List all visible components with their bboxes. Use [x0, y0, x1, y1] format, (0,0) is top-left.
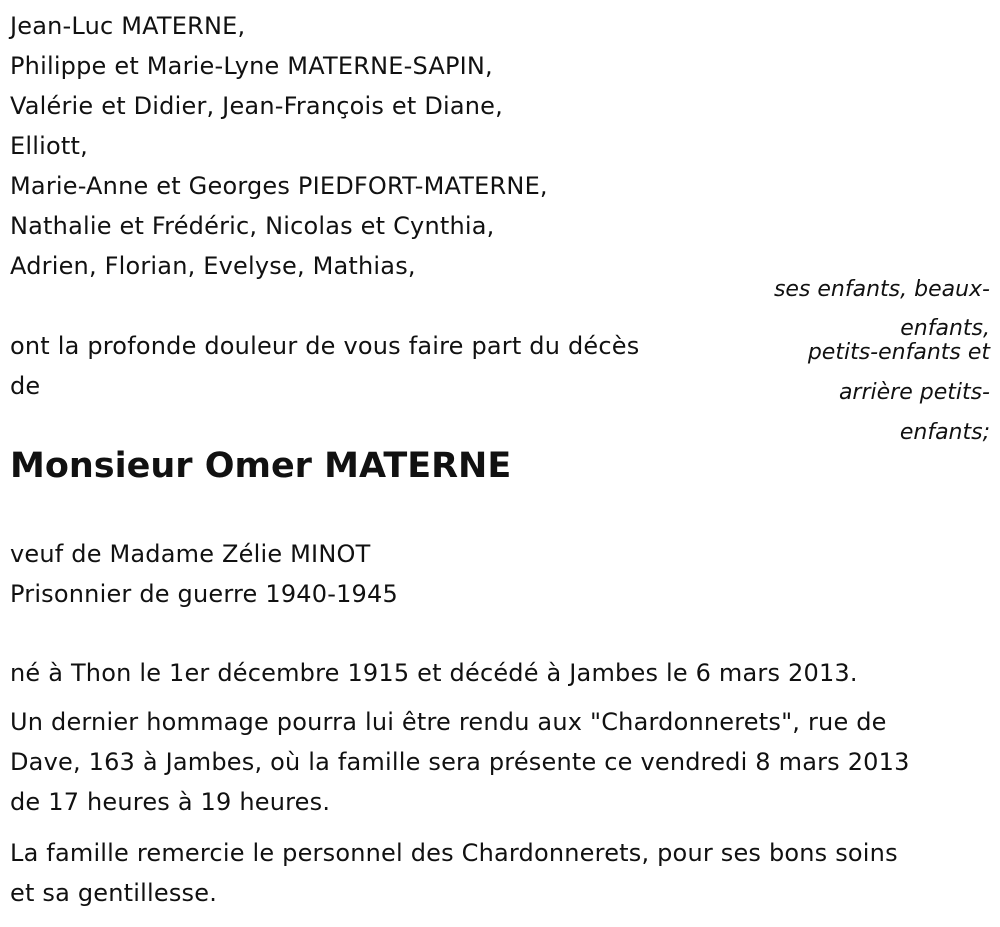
- family-line-2: Philippe et Marie-Lyne MATERNE-SAPIN,: [10, 52, 493, 80]
- detail-widower: veuf de Madame Zélie MINOT: [10, 540, 371, 568]
- family-line-4: Elliott,: [10, 132, 88, 160]
- announcement-line-1: ont la profonde douleur de vous faire part du décès: [10, 332, 640, 360]
- deceased-name: Monsieur Omer MATERNE: [10, 446, 512, 486]
- family-line-1: Jean-Luc MATERNE,: [10, 12, 246, 40]
- tribute-line-3: de 17 heures à 19 heures.: [10, 788, 331, 816]
- announcement-line-2: de: [10, 372, 41, 400]
- relation-line-5: enfants;: [899, 420, 990, 445]
- relation-line-2: enfants,: [900, 316, 990, 341]
- detail-prisoner: Prisonnier de guerre 1940-1945: [10, 580, 398, 608]
- tribute-line-1: Un dernier hommage pourra lui être rendu aux "Chardonnerets", rue de: [10, 708, 887, 736]
- family-line-6: Nathalie et Frédéric, Nicolas et Cynthia,: [10, 212, 495, 240]
- relation-line-4: arrière petits-: [838, 380, 990, 405]
- relation-line-1: ses enfants, beaux-: [773, 277, 990, 302]
- birth-death-dates: né à Thon le 1er décembre 1915 et décédé à Jambes le 6 mars 2013.: [10, 659, 858, 687]
- family-line-3: Valérie et Didier, Jean-François et Diane,: [10, 92, 503, 120]
- thanks-line-1: La famille remercie le personnel des Chardonnerets, pour ses bons soins: [10, 839, 898, 867]
- relation-line-3: petits-enfants et: [807, 340, 990, 365]
- tribute-line-2: Dave, 163 à Jambes, où la famille sera présente ce vendredi 8 mars 2013: [10, 748, 910, 776]
- family-line-5: Marie-Anne et Georges PIEDFORT-MATERNE,: [10, 172, 548, 200]
- thanks-line-2: et sa gentillesse.: [10, 879, 218, 907]
- family-line-7: Adrien, Florian, Evelyse, Mathias,: [10, 252, 416, 280]
